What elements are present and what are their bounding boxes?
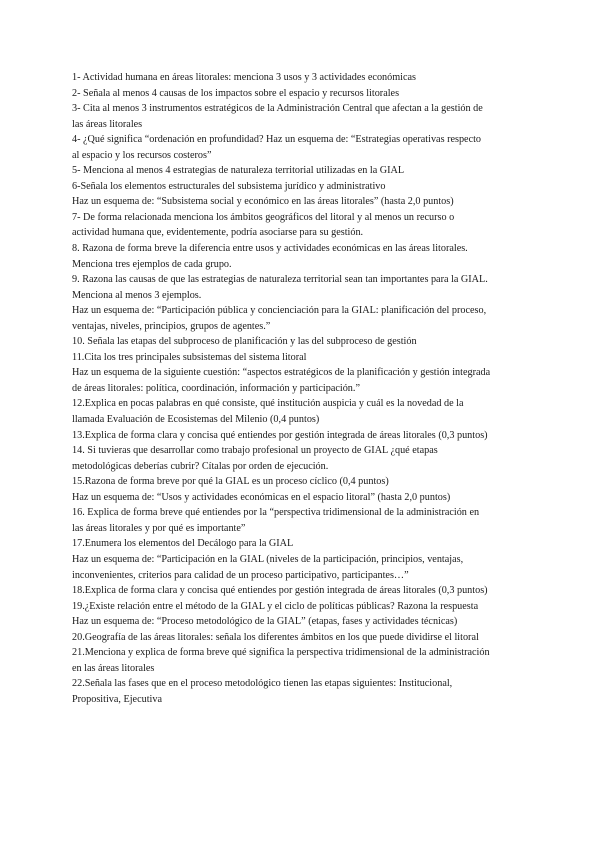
text-line: en las áreas litorales (72, 662, 155, 674)
text-line: Haz un esquema de la siguiente cuestión: “aspectos estratégicos de la planificación y gestión integrada (72, 367, 491, 379)
text-line: 1- Actividad humana en áreas litorales: menciona 3 usos y 3 actividades económicas (72, 72, 417, 83)
text-line: ventajas, niveles, principios, grupos de agentes.” (72, 320, 271, 332)
text-line: 10. Señala las etapas del subproceso de planificación y las del subproceso de gestión (72, 336, 417, 348)
text-line: inconvenientes, criterios para calidad de un proceso participativo, participantes…” (72, 569, 409, 581)
text-line: Haz un esquema de: “Proceso metodológico de la GIAL” (etapas, fases y actividades técnicas) (72, 616, 458, 628)
text-line: al espacio y los recursos costeros” (72, 149, 212, 161)
text-line: 20.Geografía de las áreas litorales: señala los diferentes ámbitos en los que puede dividirse el litoral (72, 631, 479, 643)
text-line: 12.Explica en pocas palabras en qué consiste, qué institución auspicia y cuál es la novedad de la (72, 398, 464, 410)
text-line: Propositiva, Ejecutiva (72, 693, 162, 705)
text-line: 3- Cita al menos 3 instrumentos estratégicos de la Administración Central que afectan a la gestión de (72, 103, 483, 115)
text-line: 15.Razona de forma breve por qué la GIAL es un proceso cíclico (0,4 puntos) (72, 476, 389, 488)
text-line: las áreas litorales (72, 118, 143, 130)
question-list (72, 70, 534, 707)
text-line: Menciona al menos 3 ejemplos. (72, 289, 202, 301)
text-line: 21.Menciona y explica de forma breve qué significa la perspectiva tridimensional de la administración (72, 647, 490, 659)
text-line: 2- Señala al menos 4 causas de los impactos sobre el espacio y recursos litorales (72, 87, 400, 99)
text-line: 17.Enumera los elementos del Decálogo para la GIAL (72, 538, 294, 550)
text-line: 11.Cita los tres principales subsistemas del sistema litoral (72, 351, 307, 363)
text-line: 4- ¿Qué significa “ordenación en profundidad? Haz un esquema de: “Estrategias operativas respecto (72, 134, 482, 146)
text-line: 22.Señala las fases que en el proceso metodológico tienen las etapas siguientes: Institucional, (72, 678, 453, 690)
text-line: 7- De forma relacionada menciona los ámbitos geográficos del litoral y al menos un recurso o (72, 211, 455, 223)
text-line: Haz un esquema de: “Usos y actividades económicas en el espacio litoral” (hasta 2,0 puntos) (72, 491, 451, 503)
text-line: 19.¿Existe relación entre el método de la GIAL y el ciclo de políticas públicas? Razona la respuesta (72, 600, 479, 612)
text-line: llamada Evaluación de Ecosistemas del Milenio (0,4 puntos) (72, 414, 320, 426)
text-line: 8. Razona de forma breve la diferencia entre usos y actividades económicas en las áreas litorales. (72, 243, 468, 255)
text-line: Haz un esquema de: “Participación en la GIAL (niveles de la participación, principios, ventajas, (72, 553, 464, 565)
text-line: Haz un esquema de: “Participación pública y concienciación para la GIAL: planificación del proceso, (72, 305, 487, 317)
text-line: 14. Si tuvieras que desarrollar como trabajo profesional un proyecto de GIAL ¿qué etapas (72, 445, 438, 457)
text-line: Menciona tres ejemplos de cada grupo. (72, 258, 232, 270)
text-line: metodológicas deberías cubrir? Cítalas por orden de ejecución. (72, 460, 329, 472)
text-line: actividad humana que, evidentemente, podría asociarse para su gestión. (72, 227, 364, 239)
text-line: 13.Explica de forma clara y concisa qué entiendes por gestión integrada de áreas litorales (0,3 puntos) (72, 429, 488, 441)
text-line: Haz un esquema de: “Subsistema social y económico en las áreas litorales” (hasta 2,0 puntos) (72, 196, 454, 208)
text-line: 16. Explica de forma breve qué entiendes por la “perspectiva tridimensional de la administración en (72, 507, 480, 519)
text-line: las áreas litorales y por qué es importante” (72, 522, 246, 534)
text-line: 5- Menciona al menos 4 estrategias de naturaleza territorial utilizadas en la GIAL (72, 165, 405, 177)
text-line: 18.Explica de forma clara y concisa qué entiendes por gestión integrada de áreas litorales (0,3 puntos) (72, 585, 488, 597)
text-line: 9. Razona las causas de que las estrategias de naturaleza territorial sean tan importantes para la GIAL. (72, 274, 488, 286)
text-line: 6-Señala los elementos estructurales del subsistema jurídico y administrativo (72, 180, 386, 192)
text-line: de áreas litorales: política, coordinación, información y participación.” (72, 382, 360, 394)
